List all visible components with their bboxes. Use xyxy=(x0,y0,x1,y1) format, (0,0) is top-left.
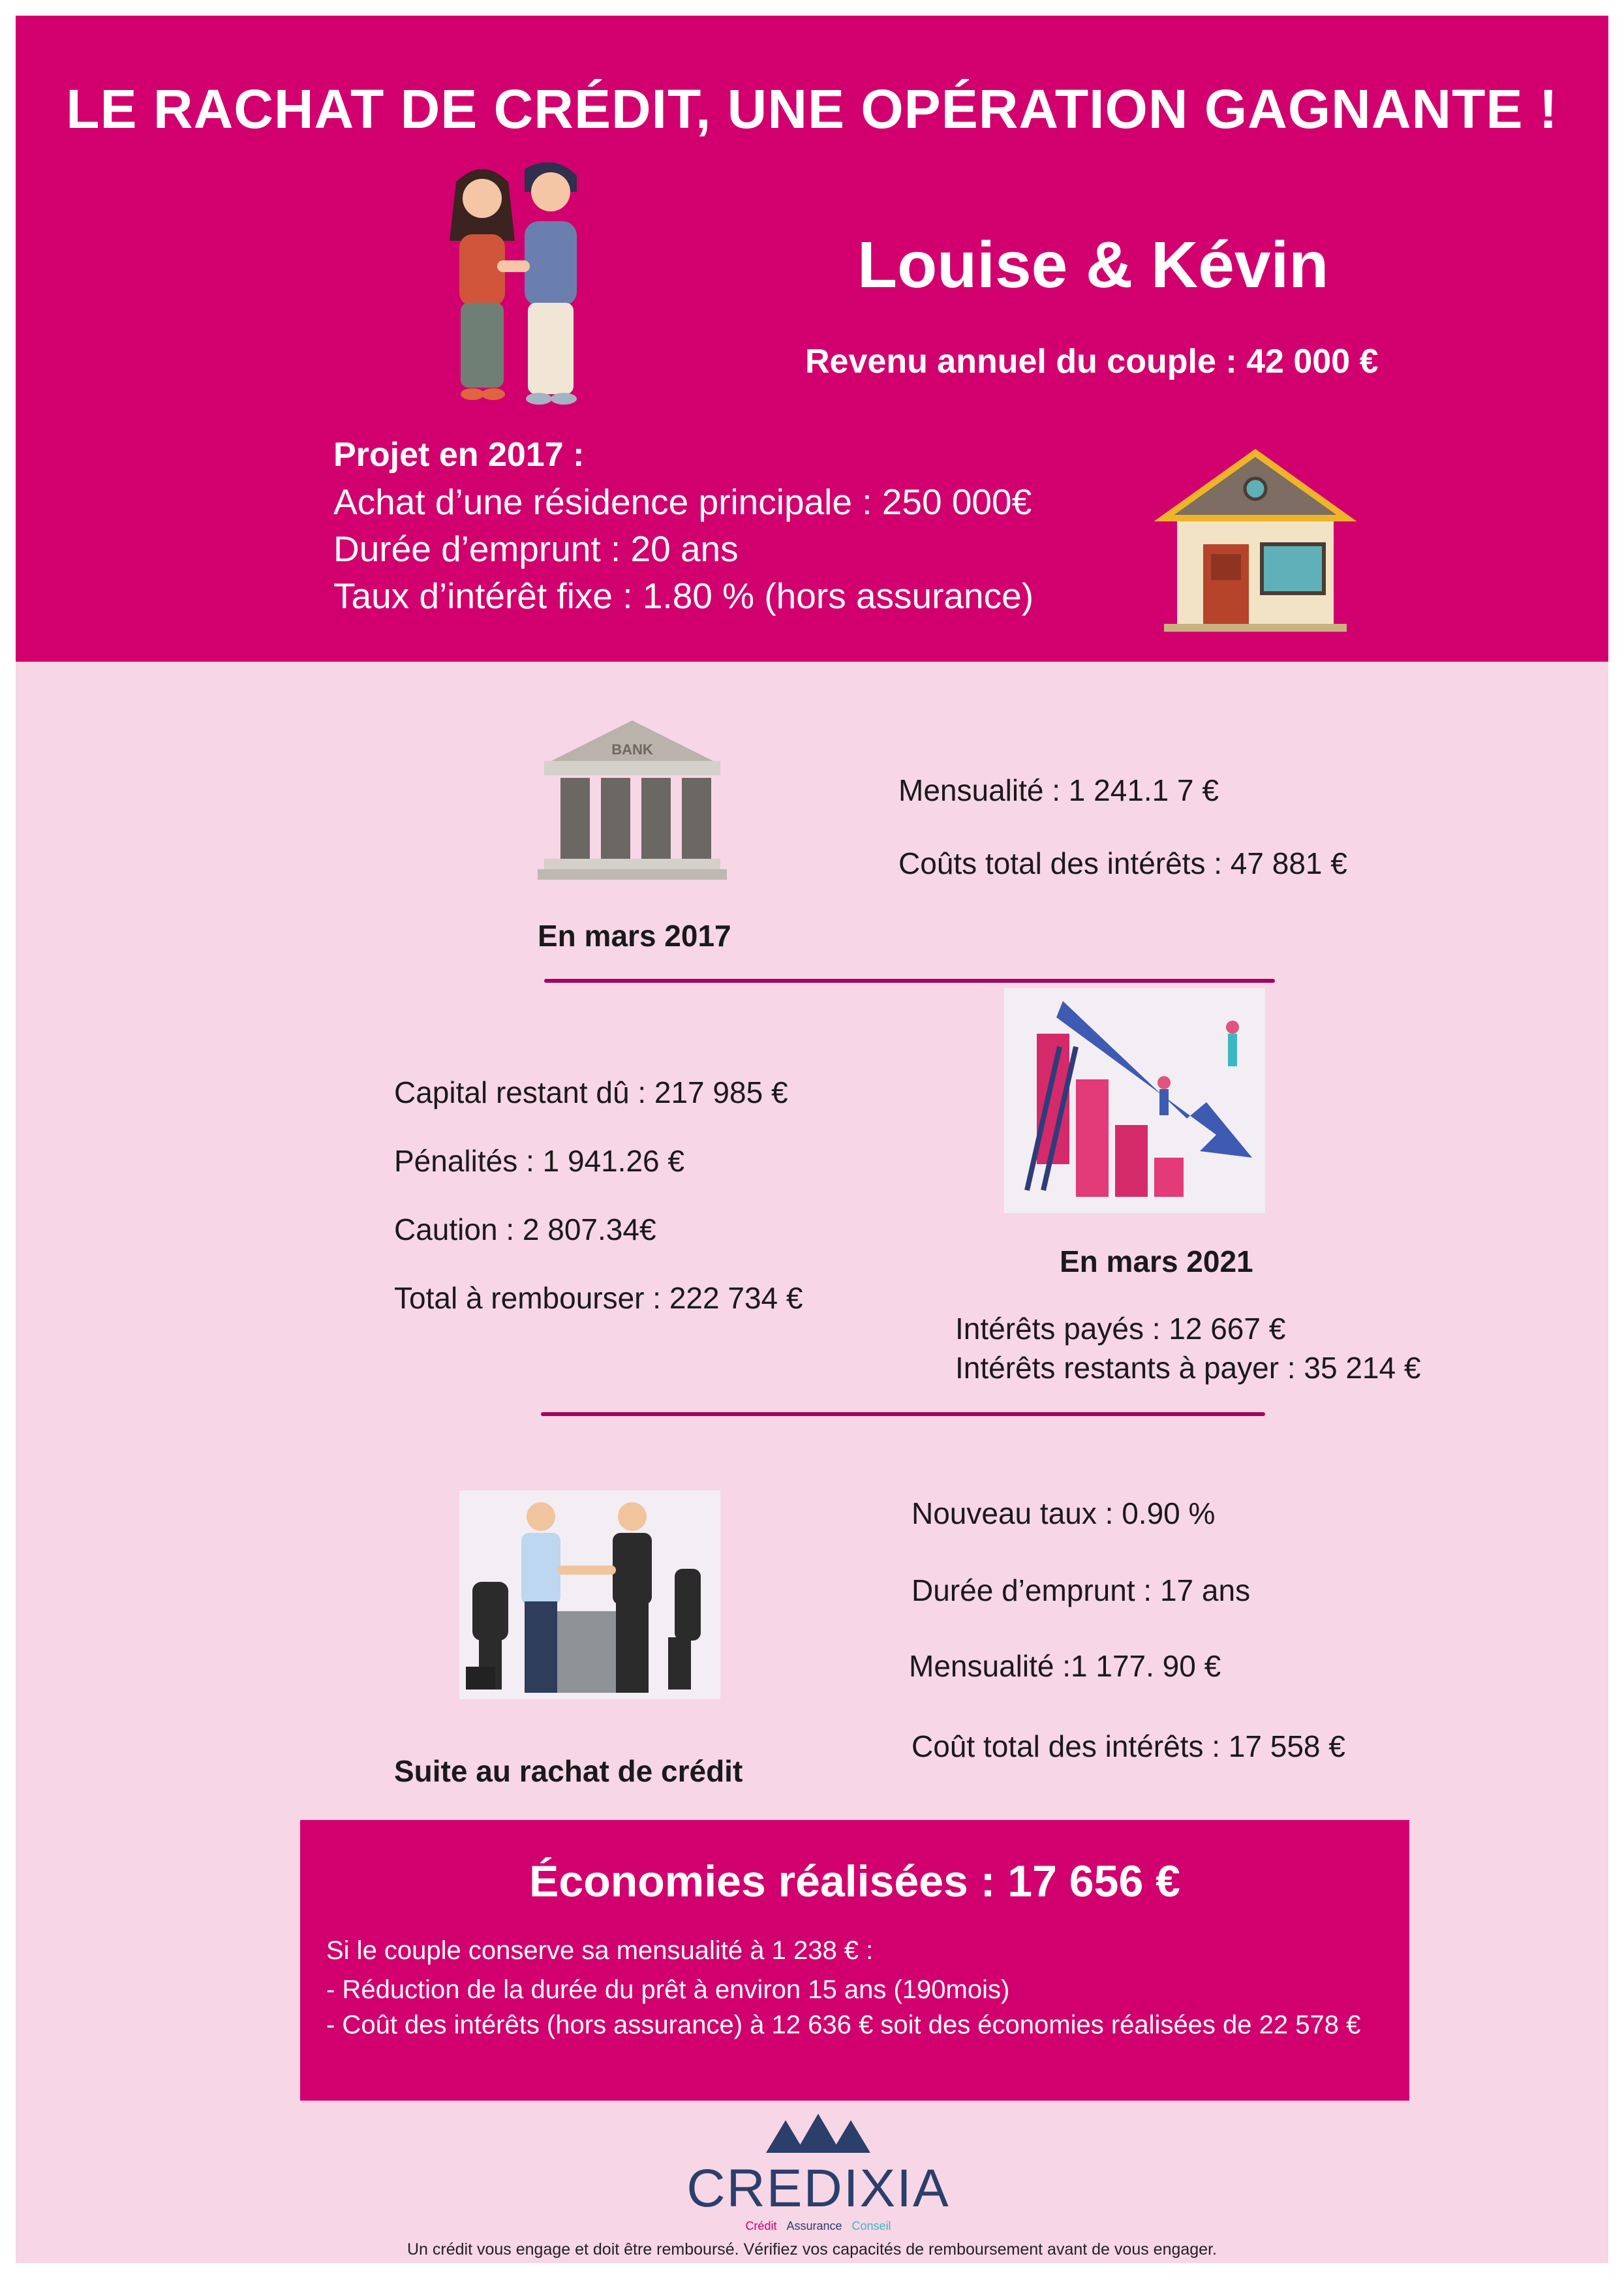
logo-name: CREDIXIA xyxy=(686,2159,950,2218)
new-rate: Nouveau taux : 0.90 % xyxy=(912,1496,1216,1530)
logo-mark-icon xyxy=(681,2107,955,2159)
page-title: LE RACHAT DE CRÉDIT, UNE OPÉRATION GAGNANTE ! xyxy=(66,78,1558,140)
label-after-buyback: Suite au rachat de crédit xyxy=(394,1754,743,1788)
credixia-logo xyxy=(681,2107,955,2238)
new-duration: Durée d’emprunt : 17 ans xyxy=(912,1573,1251,1607)
logo-tagline-conseil: Conseil xyxy=(851,2219,891,2232)
savings-bullet-duration: - Réduction de la durée du prêt à environ 15 ans (190mois) xyxy=(326,1975,1010,2004)
caution: Caution : 2 807.34€ xyxy=(394,1212,656,1246)
penalties: Pénalités : 1 941.26 € xyxy=(394,1144,684,1178)
hero-banner xyxy=(16,16,1608,662)
monthly-2017: Mensualité : 1 241.1 7 € xyxy=(898,773,1219,807)
total-interest-2017: Coûts total des intérêts : 47 881 € xyxy=(898,846,1347,880)
logo-tagline-credit: Crédit xyxy=(745,2219,777,2232)
couple-income: Revenu annuel du couple : 42 000 € xyxy=(805,343,1379,380)
falling-chart-illustration xyxy=(1004,988,1265,1213)
savings-intro: Si le couple conserve sa mensualité à 1 238 € : xyxy=(326,1936,874,1965)
logo-tagline-assurance: Assurance xyxy=(786,2219,842,2232)
interest-remaining: Intérêts restants à payer : 35 214 € xyxy=(955,1351,1421,1385)
savings-box xyxy=(300,1820,1409,2101)
capital-remaining: Capital restant dû : 217 985 € xyxy=(394,1075,788,1109)
bank-illustration xyxy=(538,714,727,884)
savings-title: Économies réalisées : 17 656 € xyxy=(529,1857,1180,1906)
divider-2 xyxy=(541,1412,1265,1416)
project-line-duration: Durée d’emprunt : 20 ans xyxy=(333,529,739,569)
total-to-repay: Total à rembourser : 222 734 € xyxy=(394,1281,803,1315)
bank-sign: BANK xyxy=(611,741,653,758)
savings-bullet-interest: - Coût des intérêts (hors assurance) à 12 636 € soit des économies réalisées de 22 578 € xyxy=(326,2011,1361,2039)
infographic-page xyxy=(16,16,1608,2263)
house-illustration xyxy=(1151,440,1360,636)
handshake-illustration xyxy=(459,1490,720,1699)
project-heading: Projet en 2017 : xyxy=(333,436,585,474)
project-line-rate: Taux d’intérêt fixe : 1.80 % (hors assurance) xyxy=(333,576,1034,616)
new-monthly: Mensualité :1 177. 90 € xyxy=(909,1649,1221,1683)
footer-disclaimer: Un crédit vous engage et doit être remboursé. Vérifiez vos capacités de remboursement avant de vous engager. xyxy=(407,2240,1217,2259)
label-march-2021: En mars 2021 xyxy=(1060,1244,1253,1278)
interest-paid: Intérêts payés : 12 667 € xyxy=(955,1312,1286,1346)
couple-illustration xyxy=(420,162,616,410)
logo-tagline xyxy=(681,2219,955,2233)
label-march-2017: En mars 2017 xyxy=(538,919,731,953)
divider-1 xyxy=(544,979,1275,983)
new-total-interest: Coût total des intérêts : 17 558 € xyxy=(912,1729,1345,1763)
project-line-purchase: Achat d’une résidence principale : 250 000€ xyxy=(333,482,1032,522)
couple-name: Louise & Kévin xyxy=(857,228,1329,301)
